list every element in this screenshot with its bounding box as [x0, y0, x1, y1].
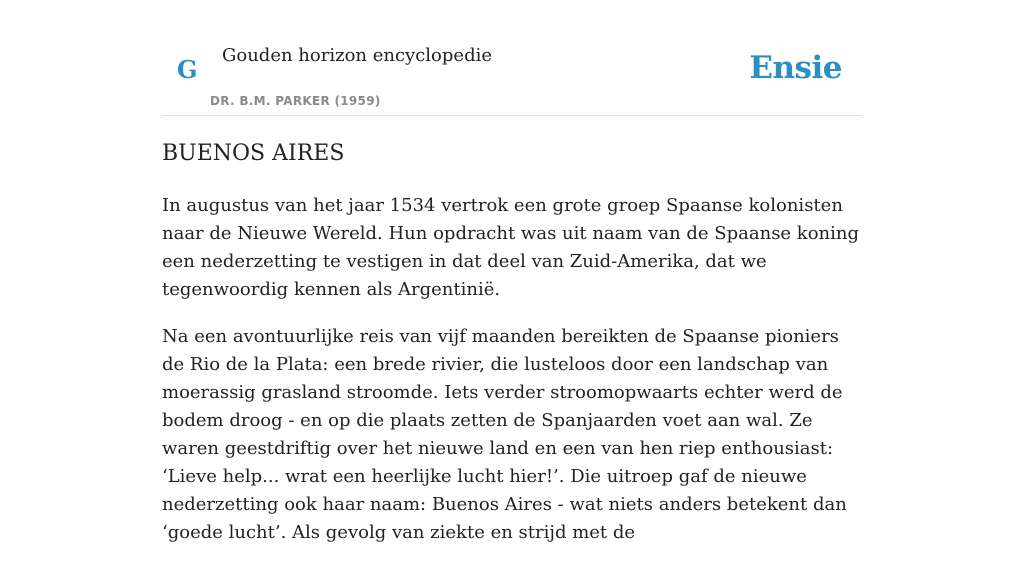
- book-author: DR. B.M. PARKER (1959): [210, 94, 381, 108]
- book-title[interactable]: Gouden horizon encyclopedie: [222, 45, 492, 66]
- book-logo[interactable]: G: [177, 55, 198, 84]
- article-body: [162, 192, 862, 566]
- paragraph: In augustus van het jaar 1534 vertrok een grote groep Spaanse kolonisten naar de Nieuwe Wereld. Hun opdracht was uit naam van de Spaanse koning een nederzetting te vestigen in dat deel van Zuid-Amerika, dat we tegenwoordig kennen als Argentinië.: [162, 195, 860, 300]
- page-container: [162, 0, 862, 543]
- article-title: BUENOS AIRES: [162, 141, 345, 166]
- paragraph: Na een avontuurlijke reis van vijf maanden bereikten de Spaanse pioniers de Rio de la Plata: een brede rivier, die lusteloos door een landschap van moerassig grasland stroomde. Iets verder stroomopwaarts echter werd de bodem droog - en op die plaats zetten de Spanjaarden voet aan wal. Ze waren geestdriftig over het nieuwe land en een van hen riep enthousiast: ‘Lieve help... wrat een heerlijke lucht hier!’. Die uitroep gaf de nieuwe nederzetting ook haar naam: Buenos Aires - wat niets anders betekent dan ‘goede lucht’. Als gevolg van ziekte en strijd met de: [162, 326, 847, 543]
- brand-logo[interactable]: Ensie: [749, 50, 842, 86]
- page-header: [162, 0, 862, 116]
